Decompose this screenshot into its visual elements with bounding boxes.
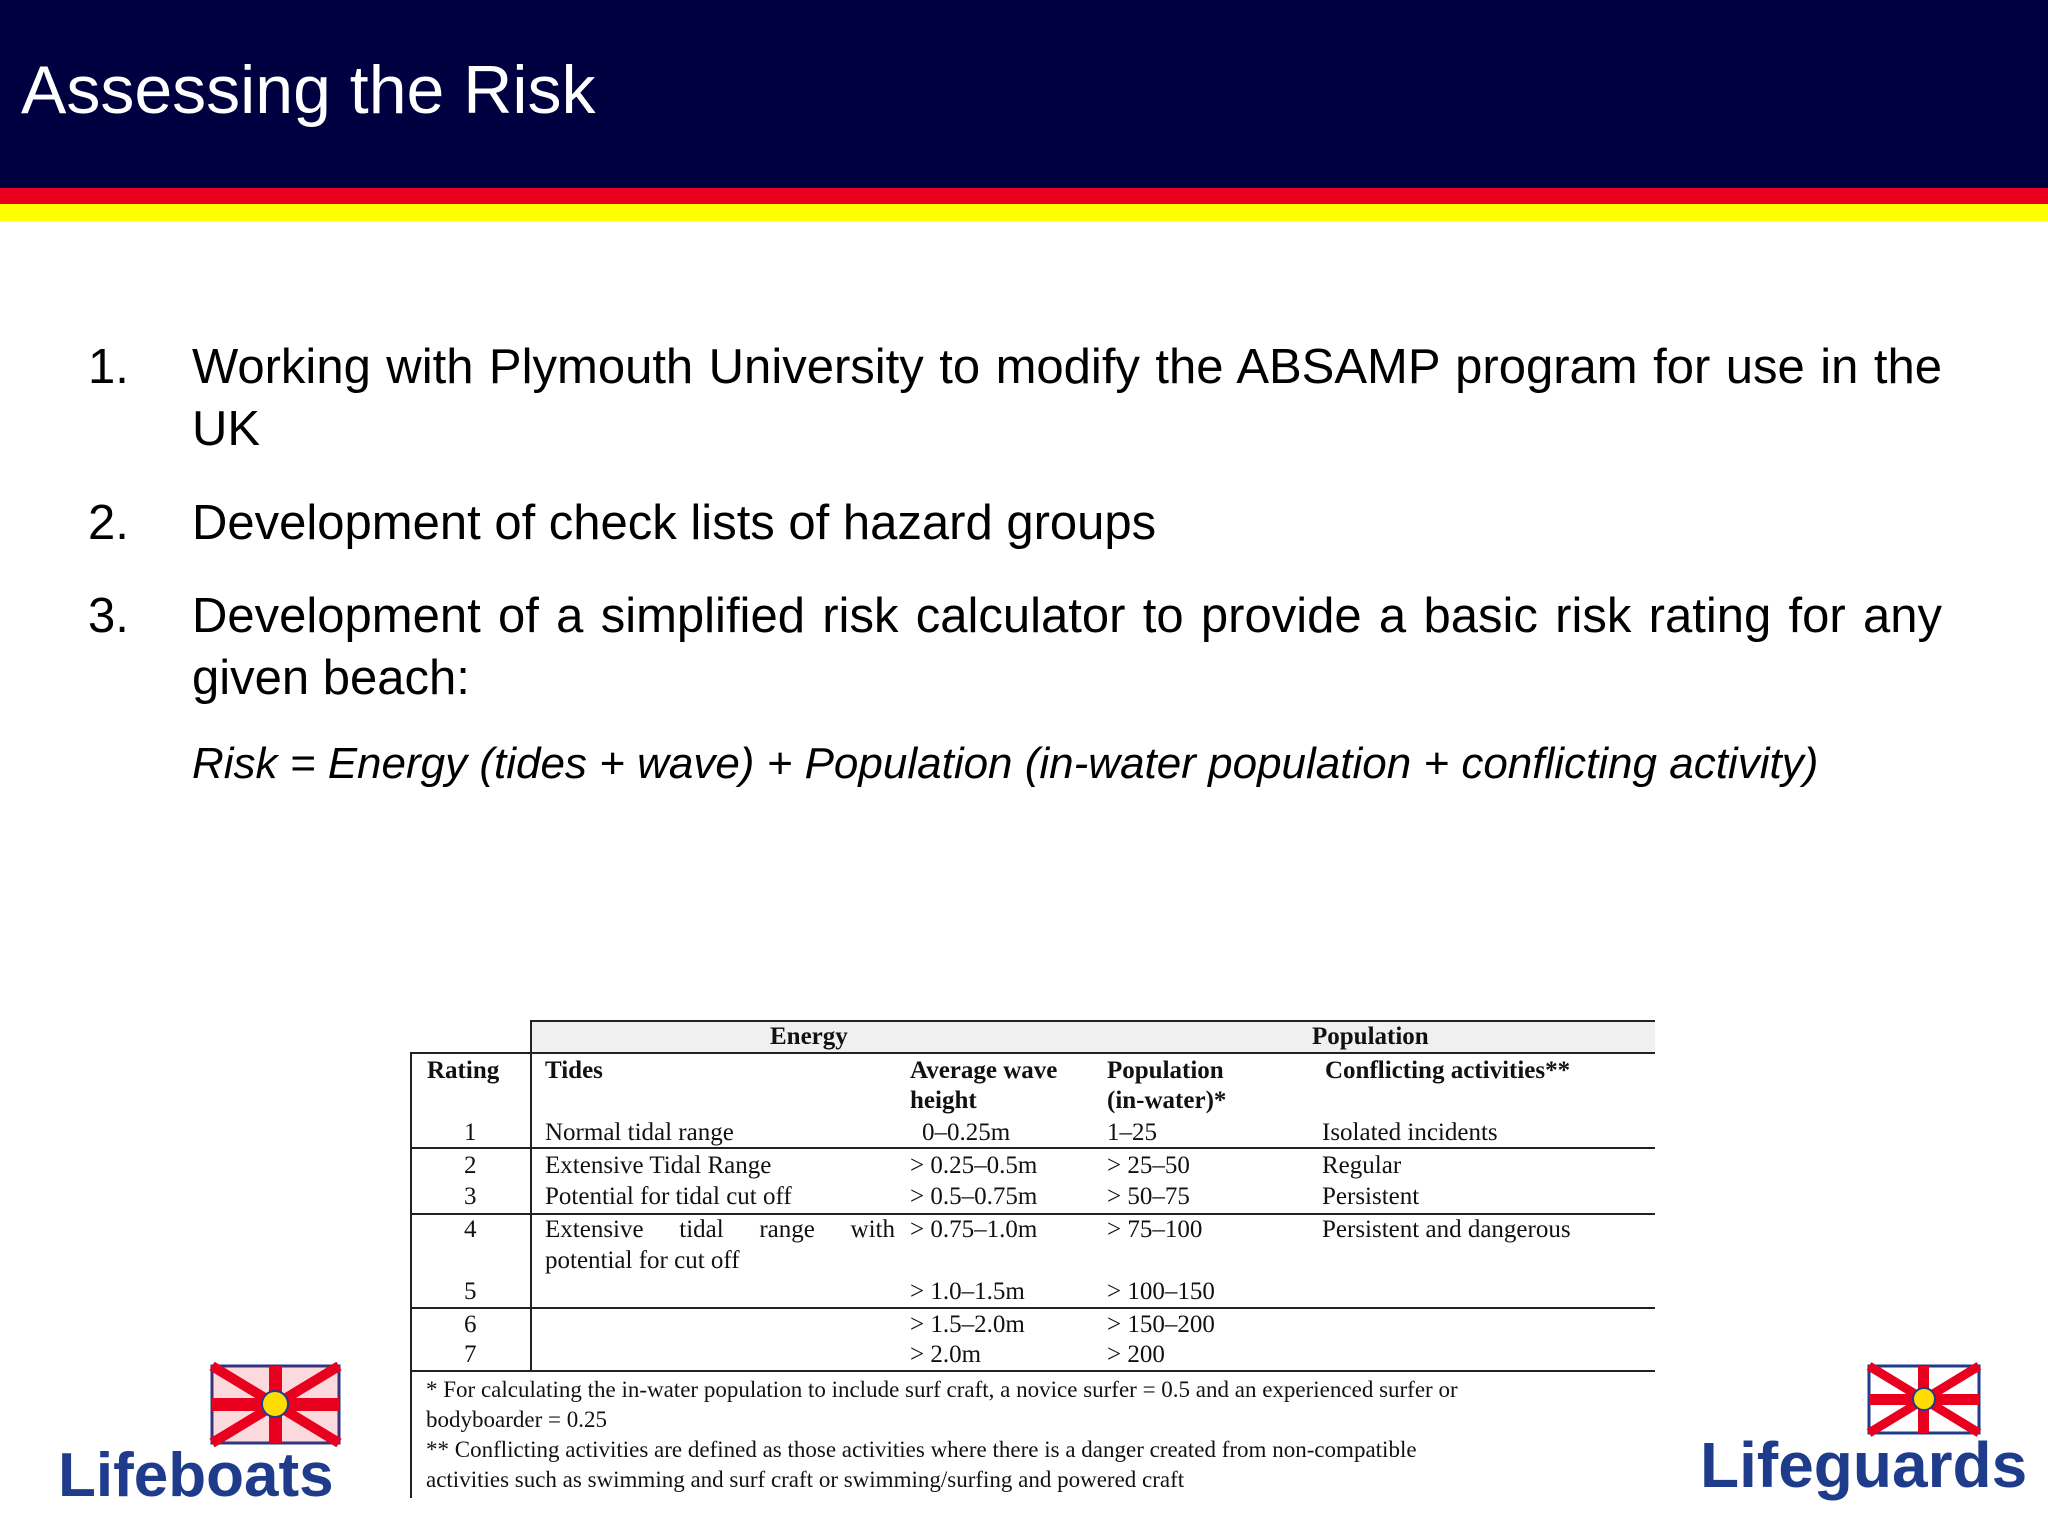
table-header-population: Population — [1107, 1057, 1224, 1084]
table-header-conflict: Conflicting activities** — [1325, 1057, 1571, 1084]
table-cell-conflict: Persistent — [1322, 1183, 1420, 1210]
table-cell-tides: Potential for tidal cut off — [545, 1183, 792, 1210]
table-cell-population: > 50–75 — [1107, 1183, 1190, 1210]
rnli-flag-logo-right — [1865, 1362, 1983, 1437]
table-footnote: * For calculating the in-water population to include surf craft, a novice surfer = 0.5 and an experienced surfer or — [426, 1377, 1458, 1402]
table-group-population: Population — [1312, 1023, 1429, 1050]
table-cell-tides-2: potential for cut off — [545, 1247, 740, 1274]
table-cell-rating: 6 — [464, 1311, 477, 1338]
table-cell-population: > 150–200 — [1107, 1311, 1215, 1338]
table-cell-wave: 0–0.25m — [922, 1119, 1011, 1146]
table-cell-rating: 3 — [464, 1183, 477, 1210]
table-header-tides: Tides — [545, 1057, 603, 1084]
table-cell-conflict: Isolated incidents — [1322, 1119, 1498, 1146]
table-rule — [410, 1052, 1655, 1054]
table-cell-rating: 2 — [464, 1152, 477, 1179]
table-rule — [530, 1020, 1655, 1022]
slide-title: Assessing the Risk — [21, 52, 596, 128]
table-cell-population: > 200 — [1107, 1341, 1165, 1368]
table-cell-population: 1–25 — [1107, 1119, 1157, 1146]
table-cell-rating: 1 — [464, 1119, 477, 1146]
rnli-flag-icon — [208, 1362, 343, 1447]
table-group-energy: Energy — [770, 1023, 848, 1050]
table-cell-tides: Normal tidal range — [545, 1119, 734, 1146]
risk-table — [410, 1020, 1655, 1498]
table-cell-tides: Extensive Tidal Range — [545, 1152, 772, 1179]
table-header-rating: Rating — [427, 1057, 500, 1084]
rnli-flag-logo-left — [208, 1362, 343, 1447]
table-rule — [410, 1307, 1655, 1309]
table-cell-population: > 100–150 — [1107, 1278, 1215, 1305]
red-stripe — [0, 188, 2048, 204]
table-cell-wave: > 0.75–1.0m — [910, 1216, 1038, 1243]
lifeboats-logo-text: Lifeboats — [58, 1441, 334, 1510]
table-rule — [410, 1052, 412, 1498]
table-header-wave-2: height — [910, 1087, 977, 1114]
yellow-stripe — [0, 204, 2048, 221]
list-text: Working with Plymouth University to modify the ABSAMP program for use in the UK — [192, 340, 1942, 456]
table-header-population-2: (in-water)* — [1107, 1087, 1227, 1114]
list-text: Development of check lists of hazard groups — [192, 496, 1157, 550]
table-cell-wave: > 0.25–0.5m — [910, 1152, 1038, 1179]
table-group-header-bg — [530, 1020, 1655, 1052]
table-cell-tides: Extensive tidal range with — [545, 1216, 895, 1243]
table-cell-rating: 4 — [464, 1216, 477, 1243]
list-number: 2. — [88, 496, 129, 550]
rnli-flag-icon — [1865, 1362, 1983, 1437]
table-cell-conflict: Persistent and dangerous — [1322, 1216, 1571, 1243]
table-cell-rating: 5 — [464, 1278, 477, 1305]
table-cell-wave: > 1.5–2.0m — [910, 1311, 1025, 1338]
list-number: 1. — [88, 340, 129, 394]
table-footnote: activities such as swimming and surf craft or swimming/surfing and powered craft — [426, 1467, 1185, 1492]
table-cell-population: > 75–100 — [1107, 1216, 1203, 1243]
table-rule — [410, 1370, 1655, 1372]
table-header-wave: Average wave — [910, 1057, 1058, 1084]
table-cell-wave: > 0.5–0.75m — [910, 1183, 1038, 1210]
table-cell-wave: > 2.0m — [910, 1341, 982, 1368]
table-footnote: bodyboarder = 0.25 — [426, 1407, 607, 1432]
lifeguards-logo-text: Lifeguards — [1700, 1429, 2028, 1501]
table-cell-population: > 25–50 — [1107, 1152, 1190, 1179]
table-cell-conflict: Regular — [1322, 1152, 1402, 1179]
list-number: 3. — [88, 589, 129, 643]
risk-formula: Risk = Energy (tides + wave) + Population (in-water population + conflicting activity) — [192, 739, 1819, 788]
table-cell-wave: > 1.0–1.5m — [910, 1278, 1025, 1305]
table-cell-rating: 7 — [464, 1341, 477, 1368]
table-footnote: ** Conflicting activities are defined as those activities where there is a danger created from non-compatible — [426, 1437, 1417, 1462]
list-text: Development of a simplified risk calculator to provide a basic risk rating for any given beach: — [192, 589, 1942, 705]
table-rule — [530, 1020, 532, 1370]
